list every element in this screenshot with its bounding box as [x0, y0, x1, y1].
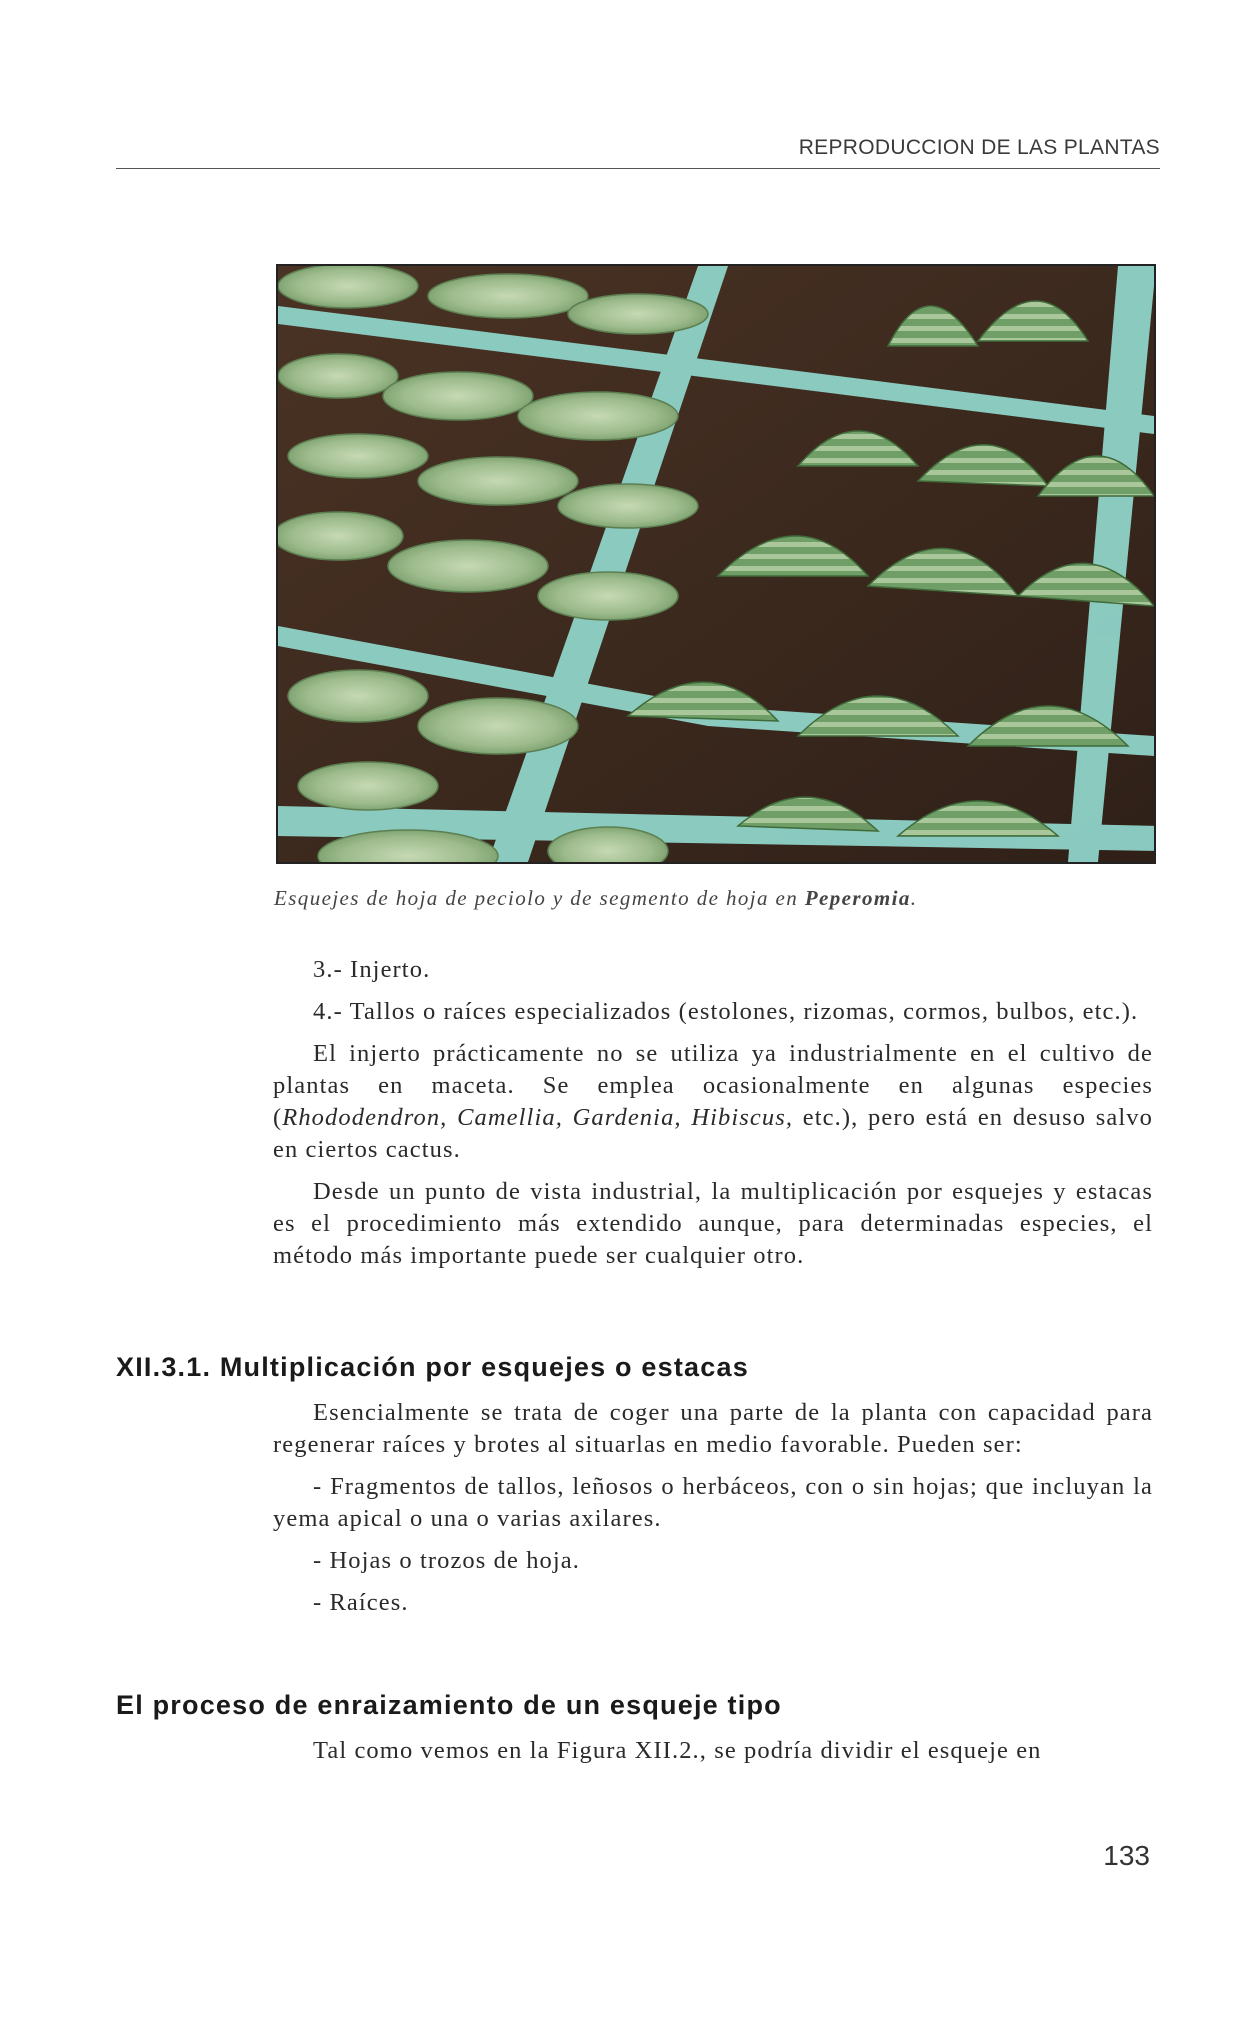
paragraph-industrial: Desde un punto de vista industrial, la multiplicación por esquejes y estacas es el procedimiento más extendido aunque, para determinadas especies, el método más importante puede ser cualquier otro.	[273, 1178, 1153, 1269]
caption-genus: Peperomia	[804, 886, 911, 910]
paragraph-esencialmente: Esencialmente se trata de coger una parte de la planta con capacidad para regenerar raíces y brotes al situarlas en medio favorable. Pueden ser:	[273, 1399, 1153, 1458]
figure-caption: Esquejes de hoja de peciolo y de segmento de hoja en Peperomia.	[274, 886, 918, 910]
section-heading-enraizamiento: El proceso de enraizamiento de un esqueje tipo	[116, 1690, 782, 1720]
body-block-top	[273, 954, 1153, 1272]
paragraph-figura: Tal como vemos en la Figura XII.2., se podría dividir el esqueje en	[313, 1737, 1042, 1764]
peperomia-cuttings-photo	[276, 264, 1156, 864]
list-item-4: 4.- Tallos o raíces especializados (estolones, rizomas, cormos, bulbos, etc.).	[313, 998, 1139, 1025]
list-item-hojas: - Hojas o trozos de hoja.	[313, 1547, 580, 1574]
header-rule	[116, 168, 1160, 169]
running-head: REPRODUCCION DE LAS PLANTAS	[798, 136, 1160, 159]
list-item-fragmentos: - Fragmentos de tallos, leñosos o herbáceos, con o sin hojas; que incluyan la yema apical o una o varias axilares.	[273, 1473, 1153, 1532]
body-block-section-1	[273, 1397, 1153, 1619]
body-block-section-2	[273, 1735, 1153, 1767]
list-item-raices: - Raíces.	[313, 1589, 409, 1616]
paragraph-injerto: El injerto prácticamente no se utiliza ya industrialmente en el cultivo de plantas en maceta. Se emplea ocasionalmente en algunas especies (Rhododendron, Camellia, Gardenia, Hibiscus, etc.), pero está en desuso salvo en ciertos cactus.	[273, 1040, 1154, 1163]
section-heading-xii-3-1: XII.3.1. Multiplicación por esquejes o estacas	[116, 1352, 749, 1382]
page-number: 133	[1103, 1840, 1150, 1871]
species-list: Rhododendron, Camellia, Gardenia, Hibiscus,	[282, 1104, 794, 1131]
list-item-3: 3.- Injerto.	[313, 956, 431, 983]
photo-illustration	[278, 266, 1154, 862]
